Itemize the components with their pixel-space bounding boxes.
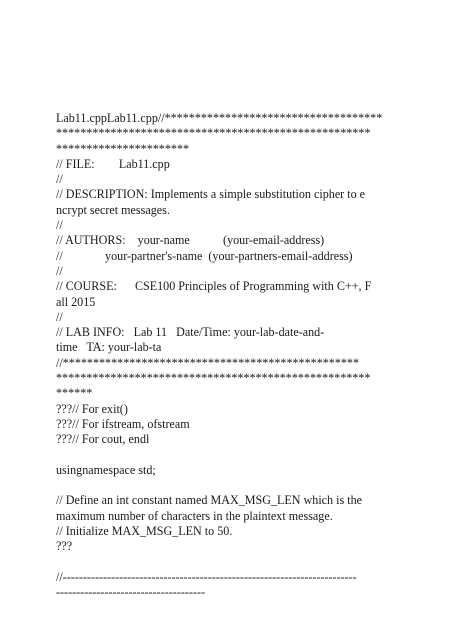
text-line: // COURSE: CSE100 Principles of Programming with C++, F [56, 279, 372, 294]
blank-line [56, 478, 402, 493]
text-line: //************************************************* [56, 355, 360, 370]
text-line: Lab11.cppLab11.cpp//************************************ [56, 111, 383, 125]
text-line: // DESCRIPTION: Implements a simple substitution cipher to e [56, 187, 366, 202]
text-line: **************************************************** [56, 126, 371, 141]
text-line: ********************** [56, 141, 190, 156]
code-listing [56, 111, 402, 601]
text-line: // your-partner's-name (your-partners-email-address) [56, 248, 353, 263]
text-line: ???// For ifstream, ofstream [56, 416, 190, 431]
text-line: // [56, 172, 63, 187]
text-line: // Initialize MAX_MSG_LEN to 50. [56, 524, 233, 539]
text-line: maximum number of characters in the plaintext message. [56, 508, 333, 523]
text-line: ???// For cout, endl [56, 432, 150, 447]
text-line: // [56, 263, 63, 278]
text-line: **************************************************** [56, 371, 371, 386]
text-line: ???// For exit() [56, 401, 128, 416]
text-line: ncrypt secret messages. [56, 202, 170, 217]
text-line: //------------------------------------------------------------------------- [56, 569, 357, 584]
text-line: all 2015 [56, 294, 96, 309]
text-line: usingnamespace std; [56, 462, 156, 477]
text-line: ??? [56, 539, 73, 554]
blank-line [56, 555, 402, 570]
text-line: // Define an int constant named MAX_MSG_LEN which is the [56, 493, 362, 508]
text-line: // LAB INFO: Lab 11 Date/Time: your-lab-date-and- [56, 325, 325, 340]
text-line: // [56, 218, 63, 233]
text-line: // FILE: Lab11.cpp [56, 156, 170, 171]
text-line: time TA: your-lab-ta [56, 340, 162, 355]
text-line: ------------------------------------- [56, 585, 206, 600]
text-line: // AUTHORS: your-name (your-email-address) [56, 233, 325, 248]
text-line: ****** [56, 386, 93, 401]
text-line: // [56, 309, 63, 324]
blank-line [56, 448, 402, 463]
